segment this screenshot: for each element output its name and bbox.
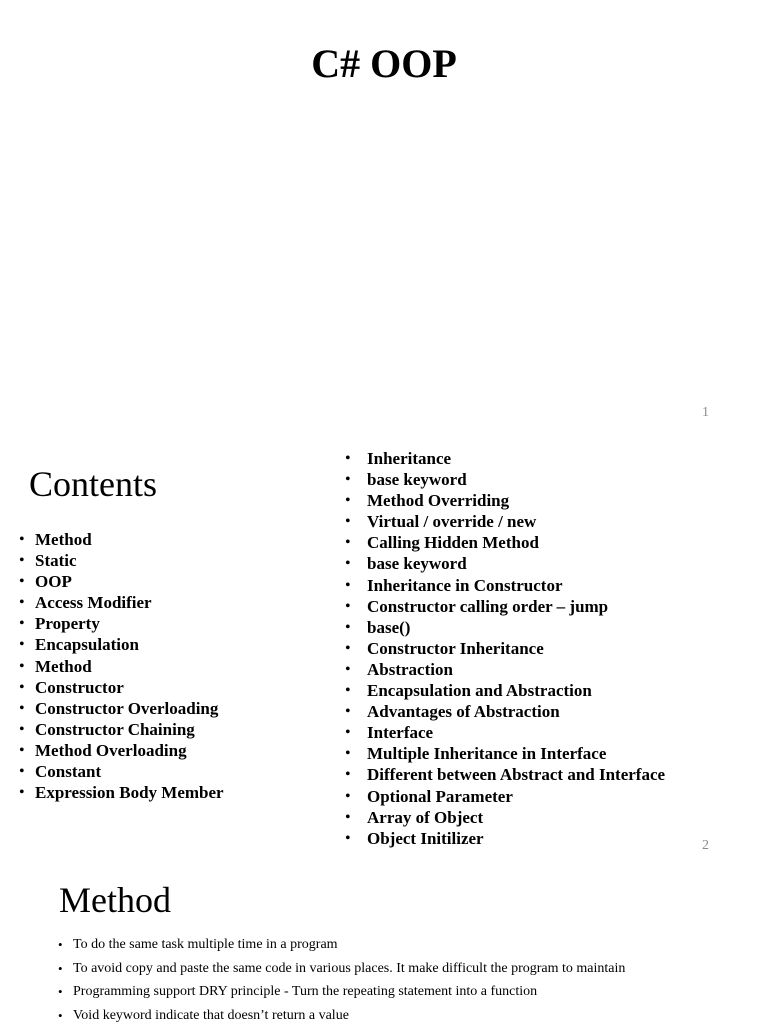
list-item xyxy=(367,490,665,511)
list-item-label: Method xyxy=(35,530,92,549)
list-item xyxy=(367,638,665,659)
list-item-label: Constructor Chaining xyxy=(35,720,195,739)
page-number: 1 xyxy=(702,405,709,421)
slide-title xyxy=(0,0,768,432)
bullet-icon: • xyxy=(19,677,25,698)
bullet-icon: • xyxy=(19,656,25,677)
bullet-icon: • xyxy=(345,575,351,596)
bullet-icon: • xyxy=(345,680,351,701)
bullet-icon: • xyxy=(345,469,351,490)
bullet-icon: • xyxy=(19,761,25,782)
list-item xyxy=(35,782,224,803)
list-item xyxy=(367,828,665,849)
page-number: 2 xyxy=(702,838,709,854)
list-item-label: Method Overloading xyxy=(35,741,187,760)
list-item xyxy=(35,740,224,761)
bullet-icon: • xyxy=(19,592,25,613)
list-item-label: Void keyword indicate that doesn’t return a value xyxy=(73,1008,349,1023)
contents-list-right xyxy=(367,448,665,849)
list-item xyxy=(367,701,665,722)
list-item xyxy=(35,571,224,592)
list-item xyxy=(367,786,665,807)
list-item-label: Constructor calling order – jump xyxy=(367,597,608,616)
bullet-icon: • xyxy=(345,659,351,680)
list-item-label: Constant xyxy=(35,762,101,781)
bullet-icon: • xyxy=(345,828,351,849)
bullet-icon: • xyxy=(19,698,25,719)
list-item xyxy=(35,550,224,571)
list-item xyxy=(35,613,224,634)
deck-title: C# OOP xyxy=(0,40,768,88)
list-item-label: base keyword xyxy=(367,470,467,489)
list-item xyxy=(35,719,224,740)
list-item-label: Property xyxy=(35,614,100,633)
list-item-label: OOP xyxy=(35,572,72,591)
bullet-icon: • xyxy=(345,743,351,764)
list-item xyxy=(35,677,224,698)
list-item xyxy=(367,575,665,596)
list-item-label: To do the same task multiple time in a program xyxy=(73,937,338,952)
list-item xyxy=(367,469,665,490)
bullet-icon: • xyxy=(345,617,351,638)
method-heading: Method xyxy=(59,880,171,920)
list-item-label: Constructor Inheritance xyxy=(367,639,544,658)
slide-method xyxy=(0,864,768,1024)
list-item xyxy=(367,680,665,701)
list-item-label: Different between Abstract and Interface xyxy=(367,765,665,784)
list-item-label: Encapsulation xyxy=(35,635,139,654)
bullet-icon: • xyxy=(58,957,63,981)
bullet-icon: • xyxy=(345,722,351,743)
list-item xyxy=(367,596,665,617)
bullet-icon: • xyxy=(345,532,351,553)
list-item-label: Abstraction xyxy=(367,660,453,679)
list-item xyxy=(35,529,224,550)
list-item-label: Calling Hidden Method xyxy=(367,533,539,552)
list-item-label: Encapsulation and Abstraction xyxy=(367,681,592,700)
bullet-icon: • xyxy=(345,701,351,722)
list-item xyxy=(367,722,665,743)
list-item xyxy=(73,933,625,957)
bullet-icon: • xyxy=(345,596,351,617)
bullet-icon: • xyxy=(19,571,25,592)
list-item xyxy=(73,980,625,1004)
list-item xyxy=(367,511,665,532)
list-item-label: Inheritance xyxy=(367,449,451,468)
list-item-label: Static xyxy=(35,551,77,570)
list-item-label: base() xyxy=(367,618,410,637)
bullet-icon: • xyxy=(345,511,351,532)
list-item-label: Expression Body Member xyxy=(35,783,224,802)
list-item xyxy=(35,698,224,719)
list-item xyxy=(367,764,665,785)
bullet-icon: • xyxy=(19,719,25,740)
list-item xyxy=(367,807,665,828)
list-item xyxy=(73,957,625,981)
bullet-icon: • xyxy=(19,550,25,571)
slide-contents xyxy=(0,432,768,864)
list-item xyxy=(35,761,224,782)
list-item-label: Method xyxy=(35,657,92,676)
contents-heading: Contents xyxy=(29,464,157,504)
list-item xyxy=(367,532,665,553)
bullet-icon: • xyxy=(345,764,351,785)
list-item-label: Constructor xyxy=(35,678,124,697)
bullet-icon: • xyxy=(345,638,351,659)
list-item-label: Access Modifier xyxy=(35,593,152,612)
method-bullet-list xyxy=(73,933,625,1027)
list-item xyxy=(35,634,224,655)
list-item-label: Multiple Inheritance in Interface xyxy=(367,744,606,763)
bullet-icon: • xyxy=(19,782,25,803)
bullet-icon: • xyxy=(58,980,63,1004)
list-item xyxy=(367,448,665,469)
list-item-label: Optional Parameter xyxy=(367,787,513,806)
list-item-label: Programming support DRY principle - Turn the repeating statement into a function xyxy=(73,984,537,999)
bullet-icon: • xyxy=(19,613,25,634)
list-item xyxy=(367,553,665,574)
list-item-label: Advantages of Abstraction xyxy=(367,702,560,721)
bullet-icon: • xyxy=(345,786,351,807)
bullet-icon: • xyxy=(19,634,25,655)
list-item xyxy=(35,592,224,613)
list-item-label: Object Initilizer xyxy=(367,829,484,848)
list-item-label: Method Overriding xyxy=(367,491,509,510)
bullet-icon: • xyxy=(19,529,25,550)
bullet-icon: • xyxy=(58,1004,63,1027)
list-item-label: base keyword xyxy=(367,554,467,573)
list-item-label: Constructor Overloading xyxy=(35,699,218,718)
list-item-label: Virtual / override / new xyxy=(367,512,536,531)
bullet-icon: • xyxy=(345,553,351,574)
list-item xyxy=(367,743,665,764)
bullet-icon: • xyxy=(345,807,351,828)
bullet-icon: • xyxy=(345,448,351,469)
bullet-icon: • xyxy=(58,933,63,957)
bullet-icon: • xyxy=(19,740,25,761)
list-item xyxy=(35,656,224,677)
bullet-icon: • xyxy=(345,490,351,511)
list-item xyxy=(367,617,665,638)
list-item xyxy=(367,659,665,680)
list-item xyxy=(73,1004,625,1027)
contents-list-left xyxy=(35,529,224,803)
list-item-label: To avoid copy and paste the same code in various places. It make difficult the program to maintain xyxy=(73,961,625,976)
list-item-label: Interface xyxy=(367,723,433,742)
list-item-label: Inheritance in Constructor xyxy=(367,576,562,595)
list-item-label: Array of Object xyxy=(367,808,483,827)
